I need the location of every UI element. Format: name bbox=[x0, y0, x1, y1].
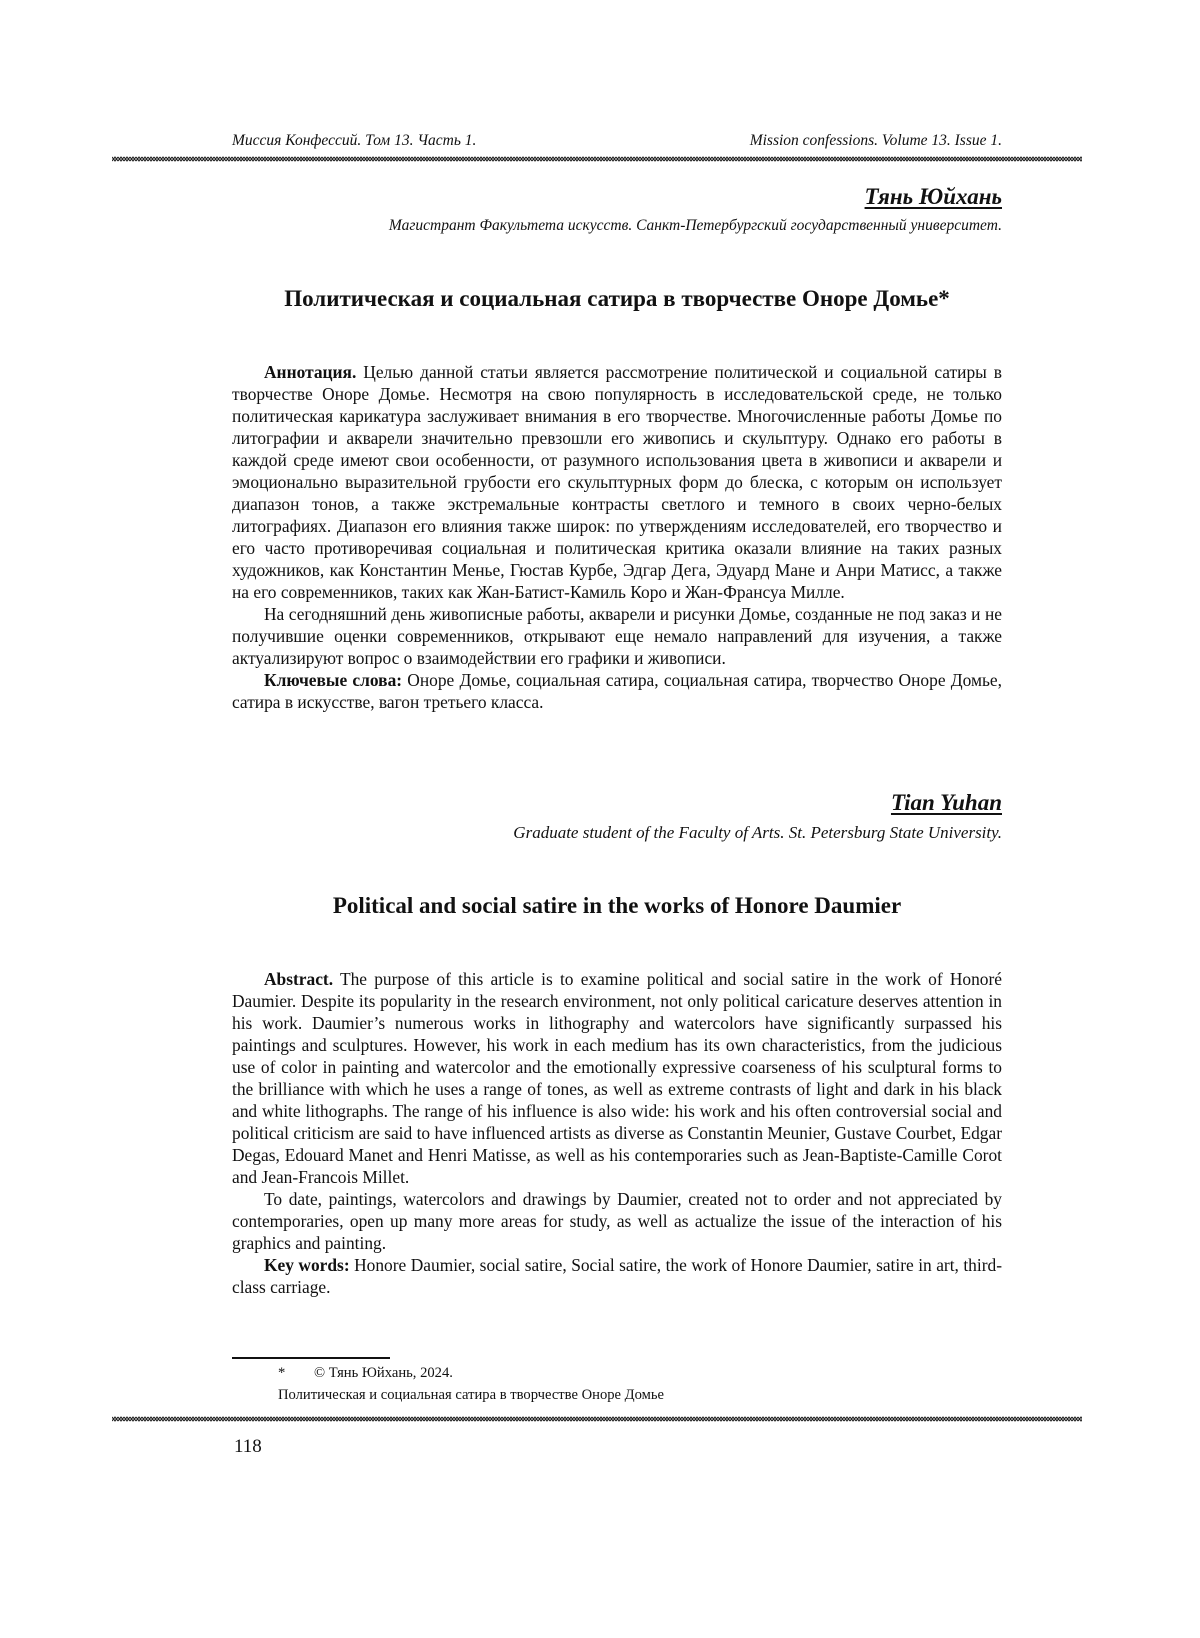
running-header bbox=[232, 132, 1002, 150]
ru-abstract-text-1: Целью данной статьи является рассмотрение политической и социальной сатиры в творчестве Оноре Домье. Несмотря на свою популярность в исследовательской среде, не только политическая карикатура заслуживает внимания в его творчестве. Многочисленные работы Домье по литографии и акварели значительно превзошли его живопись и скульптуру. Однако его работы в каждой среде имеют свои особенности, от разумного использования цвета в живописи и акварели и эмоционально выразительной грубости его скульптурных форм до блеска, с которым он использует диапазон тонов, а также экстремальные контрасты светлого и темного в своих черно-белых литографиях. Диапазон его влияния также широк: по утверждениям исследователей, его творчество и его часто противоречивая социальная и политическая критика оказали влияние на таких разных художников, как Константин Менье, Гюстав Курбе, Эдгар Дега, Эдуард Мане и Анри Матисс, а также на его современников, таких как Жан-Батист-Камиль Коро и Жан-Франсуа Милле. bbox=[232, 362, 1002, 602]
page-number: 118 bbox=[234, 1436, 262, 1458]
en-abstract-label: Abstract. bbox=[264, 969, 333, 989]
ru-author-block bbox=[232, 184, 1002, 235]
ru-author-name: Тянь Юйхань bbox=[232, 184, 1002, 210]
ru-author-affiliation: Магистрант Факультета искусств. Санкт-Петербургский государственный университет. bbox=[232, 217, 1002, 235]
en-author-block bbox=[232, 790, 1002, 843]
ru-keywords-text: Оноре Домье, социальная сатира, социальная сатира, творчество Оноре Домье, сатира в искусстве, вагон третьего класса. bbox=[232, 670, 1002, 712]
ru-abstract-label: Аннотация. bbox=[264, 362, 356, 382]
footnote-separator bbox=[232, 1357, 390, 1359]
running-header-ru: Миссия Конфессий. Том 13. Часть 1. bbox=[232, 132, 476, 150]
en-abstract-text-2: To date, paintings, watercolors and drawings by Daumier, created not to order and not appreciated by contemporaries, open up many more areas for study, as well as actualize the issue of the interaction of his graphics and painting. bbox=[232, 1189, 1002, 1253]
header-ornament bbox=[112, 154, 1082, 164]
ru-article-title: Политическая и социальная сатира в творчестве Оноре Домье* bbox=[232, 286, 1002, 312]
en-keywords bbox=[232, 1254, 1002, 1298]
en-author-name: Tian Yuhan bbox=[232, 790, 1002, 816]
en-abstract-text-1: The purpose of this article is to examine political and social satire in the work of Honoré Daumier. Despite its popularity in the research environment, not only political caricature deserves attention in his work. Daumier’s numerous works in lithography and watercolors have significantly surpassed his paintings and sculptures. However, his work in each medium has its own characteristics, from the judicious use of color in painting and watercolor and the emotionally expressive coarseness of his sculptural forms to the brilliance with which he uses a range of tones, as well as extreme contrasts of light and dark in his black and white lithographs. The range of his influence is also wide: his work and his often controversial social and political criticism are said to have influenced artists as diverse as Constantin Meunier, Gustave Courbet, Edgar Degas, Edouard Manet and Henri Matisse, as well as his contemporaries such as Jean-Baptiste-Camille Corot and Jean-Francois Millet. bbox=[232, 969, 1002, 1187]
footnote-copyright bbox=[278, 1365, 978, 1382]
journal-page bbox=[0, 0, 1200, 1638]
footnote-marker: * bbox=[278, 1365, 314, 1382]
footer-ornament bbox=[112, 1414, 1082, 1424]
en-article-title: Political and social satire in the works of Honore Daumier bbox=[232, 893, 1002, 919]
ru-keywords bbox=[232, 669, 1002, 713]
en-author-affiliation: Graduate student of the Faculty of Arts. St. Petersburg State University. bbox=[232, 823, 1002, 843]
en-keywords-label: Key words: bbox=[264, 1255, 350, 1275]
ru-abstract-paragraph-1 bbox=[232, 361, 1002, 603]
ru-keywords-label: Ключевые слова: bbox=[264, 670, 402, 690]
en-abstract bbox=[232, 968, 1002, 1298]
running-header-en: Mission confessions. Volume 13. Issue 1. bbox=[750, 132, 1002, 150]
footnote-copyright-text: © Тянь Юйхань, 2024. bbox=[314, 1365, 453, 1381]
ru-abstract bbox=[232, 361, 1002, 713]
en-abstract-paragraph-2 bbox=[232, 1188, 1002, 1254]
en-abstract-paragraph-1 bbox=[232, 968, 1002, 1188]
footnote-title: Политическая и социальная сатира в творчестве Оноре Домье bbox=[278, 1387, 978, 1404]
ru-abstract-text-2: На сегодняшний день живописные работы, акварели и рисунки Домье, созданные не под заказ и не получившие оценки современников, открывают еще немало направлений для изучения, а также актуализируют вопрос о взаимодействии его графики и живописи. bbox=[232, 604, 1002, 668]
en-keywords-text: Honore Daumier, social satire, Social satire, the work of Honore Daumier, satire in art, third-class carriage. bbox=[232, 1255, 1002, 1297]
ru-abstract-paragraph-2 bbox=[232, 603, 1002, 669]
